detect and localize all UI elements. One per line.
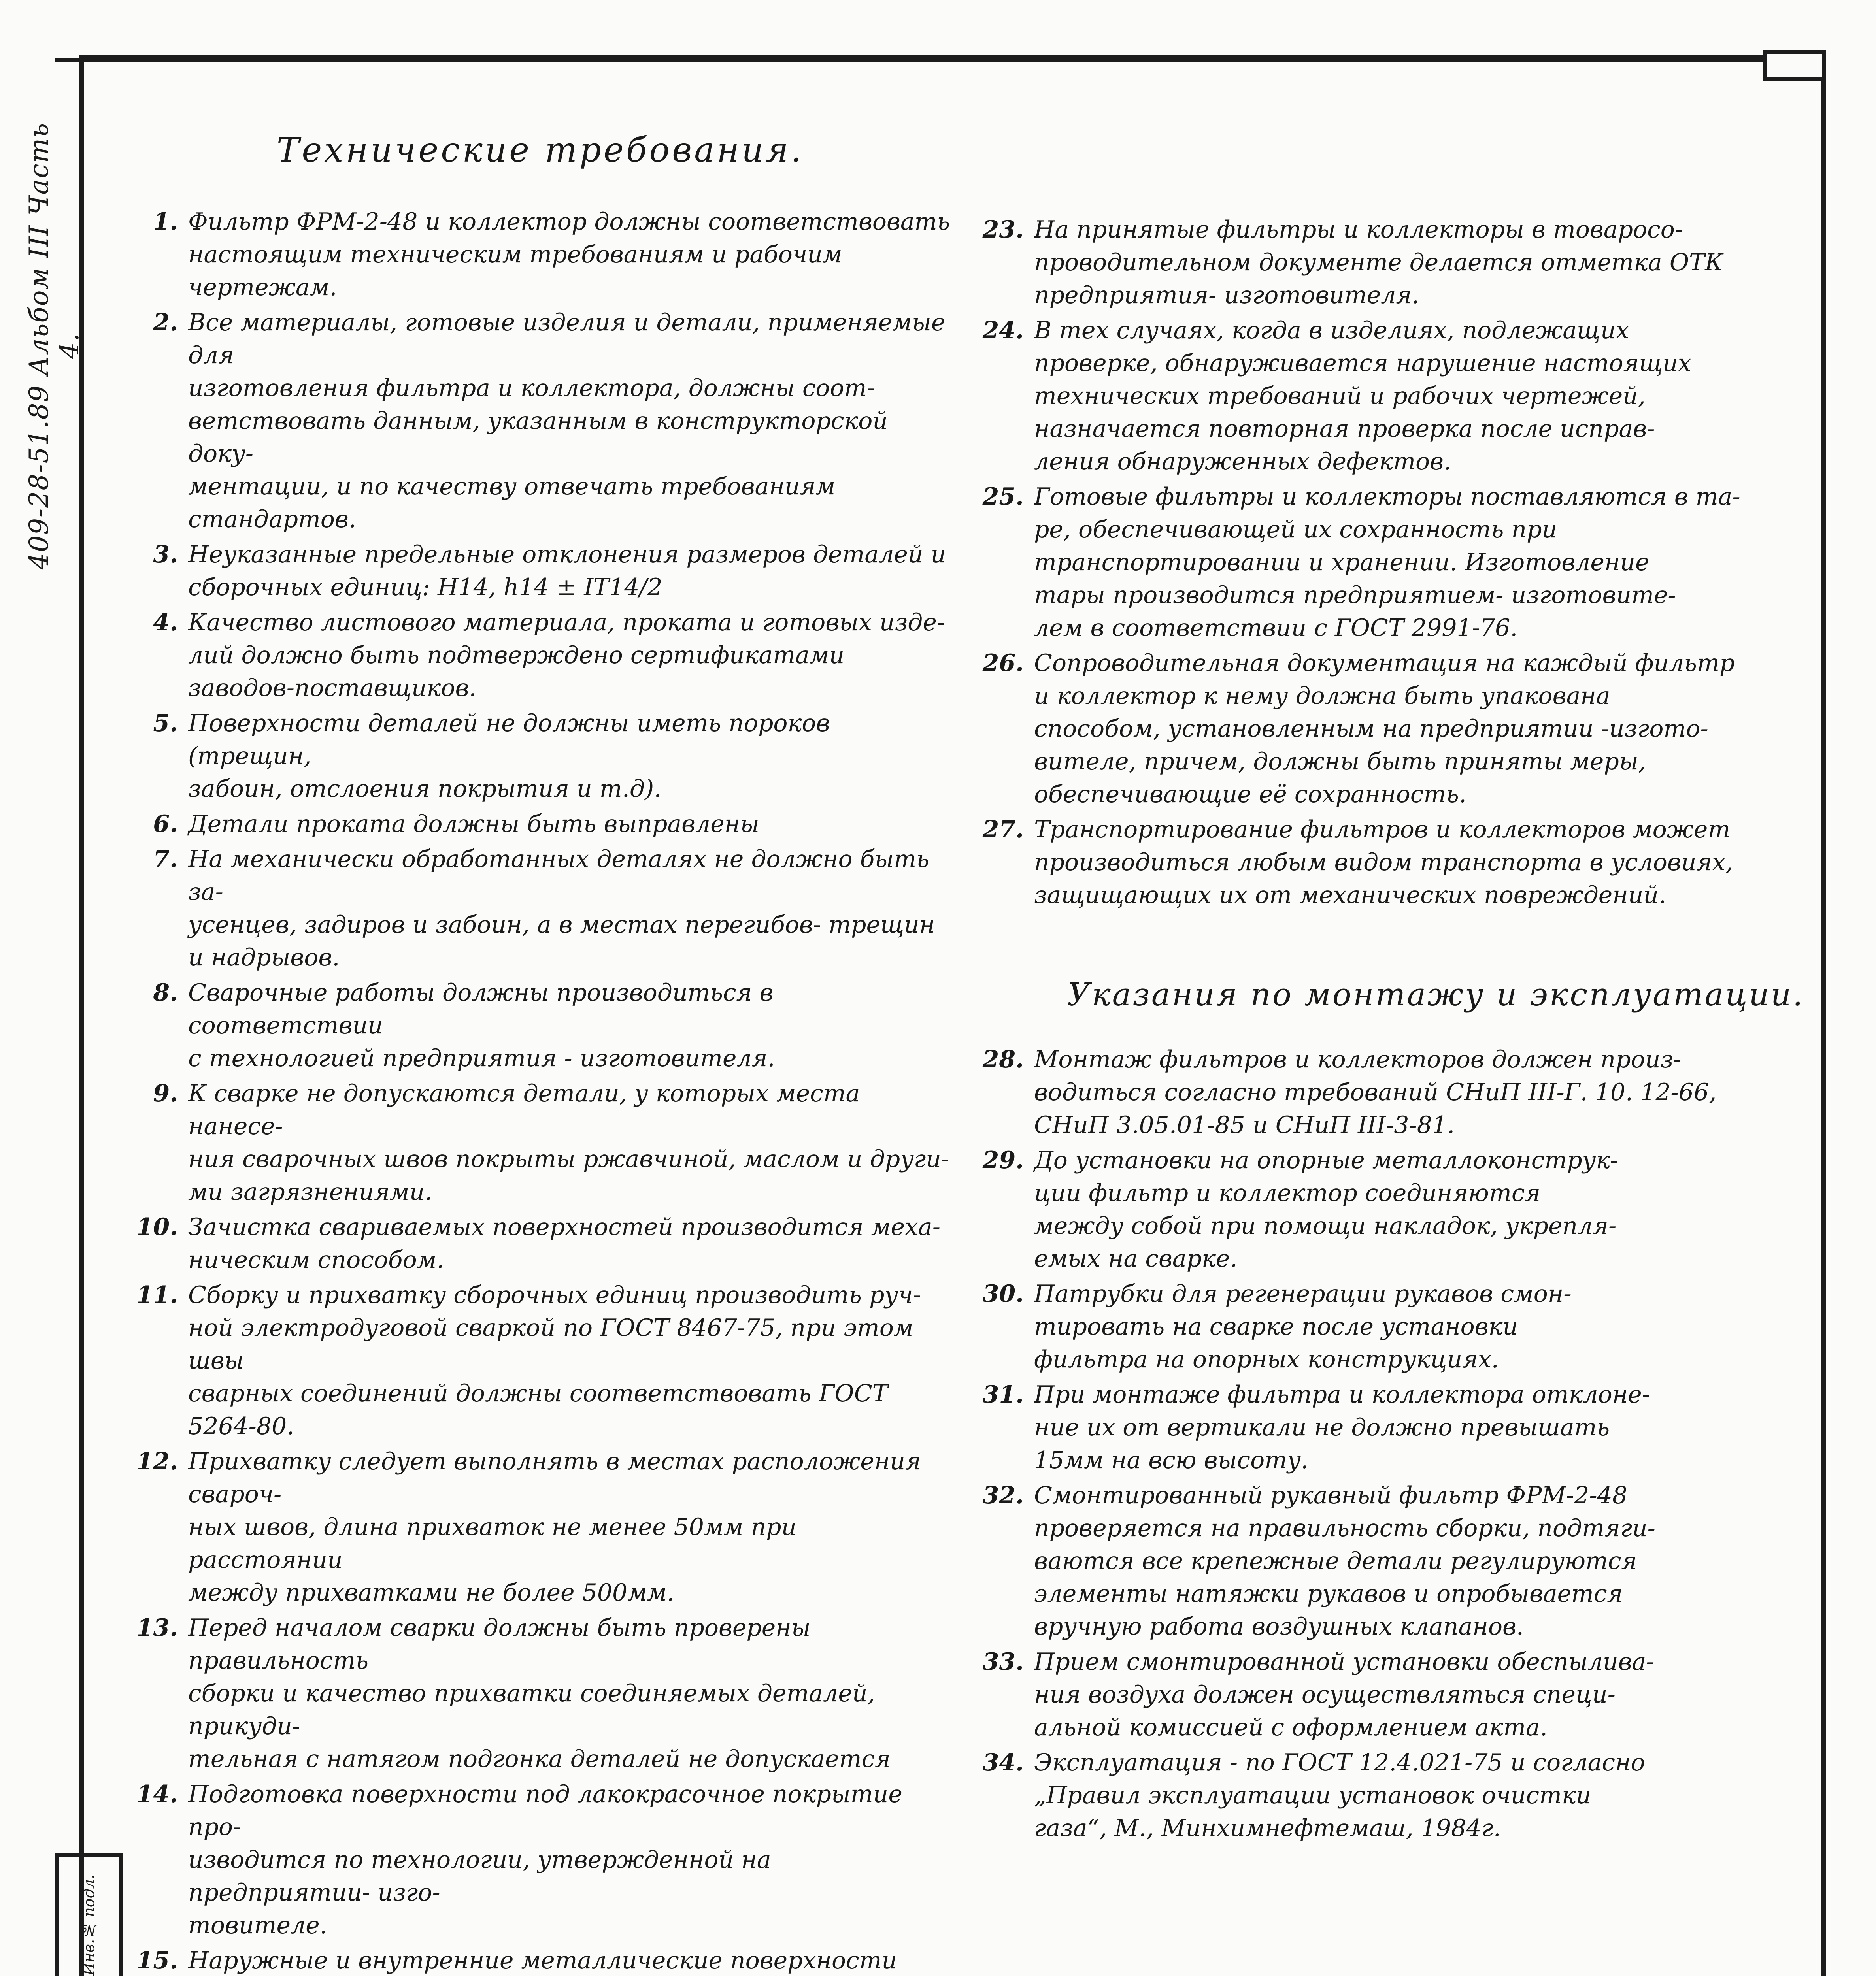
requirement-line: „Правил эксплуатации установок очистки <box>1034 1782 1591 1809</box>
requirement-number: 14. <box>136 1780 178 1808</box>
requirement-line: товителе. <box>188 1912 327 1939</box>
requirements-left-column <box>130 206 957 1976</box>
requirement-line: тировать на сварке после установки <box>1034 1313 1518 1341</box>
requirement-line: ния сварочных швов покрыты ржавчиной, маслом и други- <box>188 1145 949 1173</box>
requirement-text <box>1030 314 1799 478</box>
requirement-line: элементы натяжки рукавов и опробывается <box>1034 1580 1623 1608</box>
requirement-number: 23. <box>982 216 1024 243</box>
requirement-line: водиться согласно требований СНиП III-Г. 10. 12-66, <box>1034 1079 1717 1106</box>
requirement-item <box>976 1278 1799 1376</box>
requirement-text <box>184 538 957 604</box>
requirement-line: В тех случаях, когда в изделиях, подлежащих <box>1034 317 1629 344</box>
requirement-line: 15мм на всю высоту. <box>1034 1446 1308 1474</box>
requirement-item <box>130 606 957 705</box>
requirement-line: До установки на опорные металлоконструк- <box>1034 1146 1618 1174</box>
requirement-item <box>130 1211 957 1276</box>
requirement-line: газа“, М., Минхимнефтемаш, 1984г. <box>1034 1814 1501 1842</box>
requirement-line: ния воздуха должен осуществляться специ- <box>1034 1681 1616 1708</box>
requirement-item <box>976 1043 1799 1142</box>
requirement-item <box>976 1378 1799 1477</box>
requirement-line: К сварке не допускаются детали, у которых места нанесе- <box>188 1080 860 1140</box>
requirement-text <box>184 707 957 805</box>
requirement-number: 3. <box>153 541 178 568</box>
requirement-line: тары производится предприятием- изготовите- <box>1034 581 1676 609</box>
requirement-item <box>976 314 1799 478</box>
requirement-line: ментации, и по качеству отвечать требованиям стандартов. <box>188 473 836 533</box>
requirement-text <box>184 1612 957 1776</box>
mounting-heading: Указания по монтажу и эксплуатации. <box>1067 976 1804 1013</box>
requirement-text <box>1030 1043 1799 1142</box>
requirement-line: Перед началом сварки должны быть проверены правильность <box>188 1614 811 1674</box>
requirement-item <box>976 647 1799 811</box>
requirement-line: фильтра на опорных конструкциях. <box>1034 1346 1499 1373</box>
requirement-number: 6. <box>153 810 178 838</box>
requirement-text <box>1030 1746 1799 1845</box>
requirement-line: Все материалы, готовые изделия и детали, применяемые для <box>188 309 946 369</box>
requirement-line: и надрывов. <box>188 944 340 971</box>
requirement-text <box>1030 213 1799 312</box>
requirement-item <box>130 977 957 1075</box>
requirement-number: 26. <box>982 649 1024 677</box>
requirement-text <box>1030 647 1799 811</box>
requirement-number: 2. <box>153 309 178 336</box>
requirement-number: 30. <box>982 1280 1024 1308</box>
requirement-line: между собой при помощи накладок, укрепля- <box>1034 1212 1617 1240</box>
requirement-line: Прихватку следует выполнять в местах расположения свароч- <box>188 1448 921 1508</box>
requirement-item <box>976 1746 1799 1845</box>
requirement-number: 1. <box>153 208 178 236</box>
requirement-item <box>976 481 1799 645</box>
requirement-line: Прием смонтированной установки обеспылива- <box>1034 1648 1654 1676</box>
requirement-text <box>184 977 957 1075</box>
requirement-text <box>184 306 957 536</box>
requirement-text <box>1030 1646 1799 1744</box>
requirement-number: 31. <box>982 1381 1024 1408</box>
requirement-item <box>976 1144 1799 1275</box>
requirement-item <box>130 1944 957 1976</box>
requirement-text <box>184 1445 957 1609</box>
requirement-item <box>130 1778 957 1942</box>
requirement-line: емых на сварке. <box>1034 1245 1238 1273</box>
strip-cell <box>59 1857 119 1976</box>
requirement-line: Подготовка поверхности под лакокрасочное покрытие про- <box>188 1780 902 1841</box>
requirement-number: 4. <box>153 609 178 636</box>
requirement-line: ветствовать данным, указанным в конструкторской доку- <box>188 407 888 468</box>
requirement-line: сборки и качество прихватки соединяемых деталей, прикуди- <box>188 1680 875 1740</box>
requirement-line: На механически обработанных деталях не должно быть за- <box>188 845 929 906</box>
requirement-item <box>130 808 957 841</box>
page-title: Технические требования. <box>277 130 804 170</box>
requirement-item <box>976 213 1799 312</box>
left-approval-strip <box>55 1853 123 1976</box>
requirement-item <box>130 843 957 974</box>
requirement-text <box>1030 1278 1799 1376</box>
requirement-line: вручную работа воздушных клапанов. <box>1034 1613 1524 1640</box>
requirement-text <box>1030 1144 1799 1275</box>
requirement-line: ции фильтр и коллектор соединяются <box>1034 1179 1541 1207</box>
requirement-number: 27. <box>982 816 1024 843</box>
requirement-line: Сварочные работы должны производиться в соответствии <box>188 979 774 1039</box>
requirement-line: способом, установленным на предприятии -изгото- <box>1034 715 1708 743</box>
requirement-number: 33. <box>982 1648 1024 1676</box>
requirement-line: ническим способом. <box>188 1246 444 1274</box>
requirement-line: Сопроводительная документация на каждый фильтр <box>1034 649 1735 677</box>
requirement-line: Сборку и прихватку сборочных единиц производить руч- <box>188 1281 921 1309</box>
requirement-line: Фильтр ФРМ-2-48 и коллектор должны соответствовать <box>188 208 950 236</box>
requirement-line: между прихватками не более 500мм. <box>188 1579 674 1606</box>
requirement-line: Детали проката должны быть выправлены <box>188 810 760 838</box>
requirement-line: тельная с натягом подгонка деталей не допускается <box>188 1745 891 1773</box>
requirement-line: проверке, обнаруживается нарушение настоящих <box>1034 349 1691 377</box>
requirement-line: защищающих их от механических повреждений. <box>1034 881 1667 909</box>
strip-label: Инв.№ подл. <box>80 1874 98 1976</box>
requirement-line: Транспортирование фильтров и коллекторов может <box>1034 816 1731 843</box>
requirement-item <box>130 1612 957 1776</box>
requirement-line: альной комиссией с оформлением акта. <box>1034 1714 1548 1741</box>
requirement-text <box>1030 481 1799 645</box>
requirement-text <box>1030 813 1799 912</box>
requirement-number: 34. <box>982 1749 1024 1776</box>
requirement-line: ных швов, длина прихваток не менее 50мм при расстоянии <box>188 1513 797 1574</box>
requirement-line: лем в соответствии с ГОСТ 2991-76. <box>1034 614 1518 642</box>
requirement-number: 12. <box>136 1448 178 1475</box>
requirement-line: ми загрязнениями. <box>188 1178 432 1206</box>
requirement-number: 29. <box>982 1146 1024 1174</box>
side-document-code: 409-28-51.89 Альбом III Часть 4. <box>24 122 85 569</box>
requirement-item <box>976 813 1799 912</box>
requirement-text <box>184 206 957 304</box>
requirement-item <box>130 1279 957 1443</box>
requirement-line: Патрубки для регенерации рукавов смон- <box>1034 1280 1572 1308</box>
requirement-item <box>976 1646 1799 1744</box>
requirement-number: 15. <box>136 1947 178 1974</box>
requirement-line: настоящим техническим требованиям и рабочим чертежам. <box>188 241 842 301</box>
requirement-text <box>184 1944 957 1976</box>
requirement-number: 32. <box>982 1482 1024 1509</box>
requirement-text <box>184 1778 957 1942</box>
requirement-line: ной электродуговой сваркой по ГОСТ 8467-75, при этом швы <box>188 1314 913 1375</box>
mounting-instructions-column <box>976 1043 1799 1847</box>
requirement-line: Готовые фильтры и коллекторы поставляются в та- <box>1034 483 1740 511</box>
requirement-number: 9. <box>153 1080 178 1107</box>
requirement-line: вителе, причем, должны быть приняты меры, <box>1034 748 1646 775</box>
requirement-line: ваются все крепежные детали регулируются <box>1034 1547 1637 1575</box>
requirement-line: усенцев, задиров и забоин, а в местах перегибов- трещин <box>188 911 935 939</box>
requirement-line: СНиП 3.05.01-85 и СНиП III-3-81. <box>1034 1111 1455 1139</box>
requirement-line: и коллектор к нему должна быть упакована <box>1034 682 1610 710</box>
requirement-line: сборочных единиц: Н14, h14 ± IT14/2 <box>188 573 662 601</box>
requirement-line: Смонтированный рукавный фильтр ФРМ-2-48 <box>1034 1482 1628 1509</box>
requirement-number: 7. <box>153 845 178 873</box>
requirement-item <box>130 206 957 304</box>
requirement-line: ние их от вертикали не должно превышать <box>1034 1414 1610 1441</box>
requirement-line: предприятия- изготовителя. <box>1034 281 1419 309</box>
requirement-number: 11. <box>136 1281 178 1309</box>
requirement-line: сварных соединений должны соответствовать ГОСТ 5264-80. <box>188 1380 888 1440</box>
requirement-number: 28. <box>982 1046 1024 1073</box>
requirement-number: 8. <box>153 979 178 1007</box>
requirement-line: проверяется на правильность сборки, подтяги- <box>1034 1514 1656 1542</box>
requirement-text <box>184 606 957 705</box>
requirement-line: Зачистка свариваемых поверхностей производится меха- <box>188 1213 940 1241</box>
requirement-line: ре, обеспечивающей их сохранность при <box>1034 516 1557 543</box>
requirement-line: Поверхности деталей не должны иметь пороков (трещин, <box>188 709 830 770</box>
requirement-line: назначается повторная проверка после исправ- <box>1034 415 1655 443</box>
requirement-line: ления обнаруженных дефектов. <box>1034 448 1451 475</box>
requirement-text <box>1030 1479 1799 1643</box>
requirement-line: изводится по технологии, утвержденной на предприятии- изго- <box>188 1846 771 1906</box>
requirement-text <box>184 808 957 841</box>
requirement-line: При монтаже фильтра и коллектора отклоне- <box>1034 1381 1650 1408</box>
requirement-line: с технологией предприятия - изготовителя. <box>188 1045 775 1072</box>
requirement-item <box>130 306 957 536</box>
requirement-number: 13. <box>136 1614 178 1642</box>
requirement-text <box>1030 1378 1799 1477</box>
requirement-line: транспортировании и хранении. Изготовление <box>1034 549 1650 576</box>
requirement-line: лий должно быть подтверждено сертификатами заводов-поставщиков. <box>188 641 845 702</box>
requirement-line: Монтаж фильтров и коллекторов должен произ- <box>1034 1046 1682 1073</box>
requirement-text <box>184 1077 957 1209</box>
requirement-item <box>130 1077 957 1209</box>
requirement-line: Наружные и внутренние металлические поверхности <box>188 1947 897 1974</box>
requirement-line: производиться любым видом транспорта в условиях, <box>1034 848 1733 876</box>
requirement-number: 10. <box>136 1213 178 1241</box>
requirement-line: забоин, отслоения покрытия и т.д). <box>188 775 662 803</box>
requirement-line: Эксплуатация - по ГОСТ 12.4.021-75 и согласно <box>1034 1749 1645 1776</box>
requirement-line: Неуказанные предельные отклонения размеров деталей и <box>188 541 946 568</box>
requirement-text <box>184 843 957 974</box>
requirement-text <box>184 1279 957 1443</box>
requirement-number: 25. <box>982 483 1024 511</box>
requirement-item <box>130 538 957 604</box>
requirement-number: 5. <box>153 709 178 737</box>
requirement-line: На принятые фильтры и коллекторы в товаросо- <box>1034 216 1683 243</box>
requirement-line: изготовления фильтра и коллектора, должны соот- <box>188 374 875 402</box>
requirement-line: проводительном документе делается отметка ОТК <box>1034 249 1723 276</box>
requirement-line: технических требований и рабочих чертежей, <box>1034 382 1646 410</box>
requirement-item <box>130 707 957 805</box>
requirement-item <box>130 1445 957 1609</box>
requirement-item <box>976 1479 1799 1643</box>
sheet-corner-box <box>1763 50 1826 81</box>
requirement-line: Качество листового материала, проката и готовых изде- <box>188 609 945 636</box>
requirements-right-column <box>976 213 1799 914</box>
requirement-line: обеспечивающие её сохранность. <box>1034 781 1467 808</box>
requirement-text <box>184 1211 957 1276</box>
requirement-number: 24. <box>982 317 1024 344</box>
